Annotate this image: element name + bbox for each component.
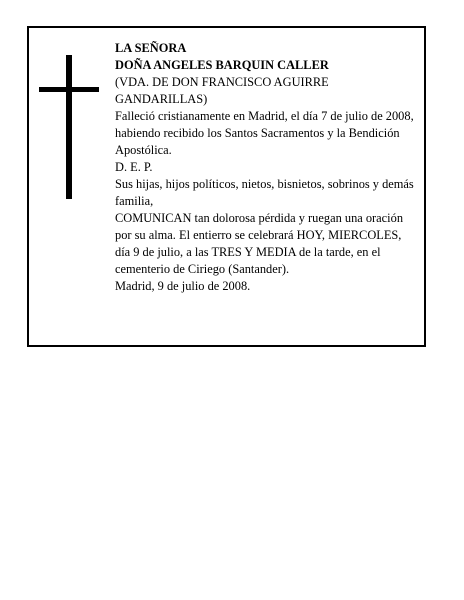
notice-title: LA SEÑORA bbox=[115, 41, 187, 55]
rest-in-peace: D. E. P. bbox=[115, 160, 153, 174]
notice-text bbox=[115, 40, 415, 295]
cross-icon bbox=[39, 55, 99, 199]
burial-announcement: COMUNICAN tan dolorosa pérdida y ruegan una oración por su alma. El entierro se celebrará HOY, MIERCOLES, día 9 de julio, a las TRES Y MEDIA de la tarde, en el cementerio de Ciriego (Santander). bbox=[115, 211, 404, 276]
cross-vertical-bar bbox=[66, 55, 72, 199]
date-place: Madrid, 9 de julio de 2008. bbox=[115, 279, 251, 293]
family-members: Sus hijas, hijos políticos, nietos, bisnietos, sobrinos y demás familia, bbox=[115, 177, 414, 208]
cross-horizontal-bar bbox=[39, 87, 99, 92]
death-details: Falleció cristianamente en Madrid, el día 7 de julio de 2008, habiendo recibido los Santos Sacramentos y la Bendición Apostólica. bbox=[115, 109, 414, 157]
widow-of: (VDA. DE DON FRANCISCO AGUIRRE GANDARILLAS) bbox=[115, 75, 329, 106]
deceased-name: DOÑA ANGELES BARQUIN CALLER bbox=[115, 58, 329, 72]
obituary-notice bbox=[27, 26, 426, 347]
